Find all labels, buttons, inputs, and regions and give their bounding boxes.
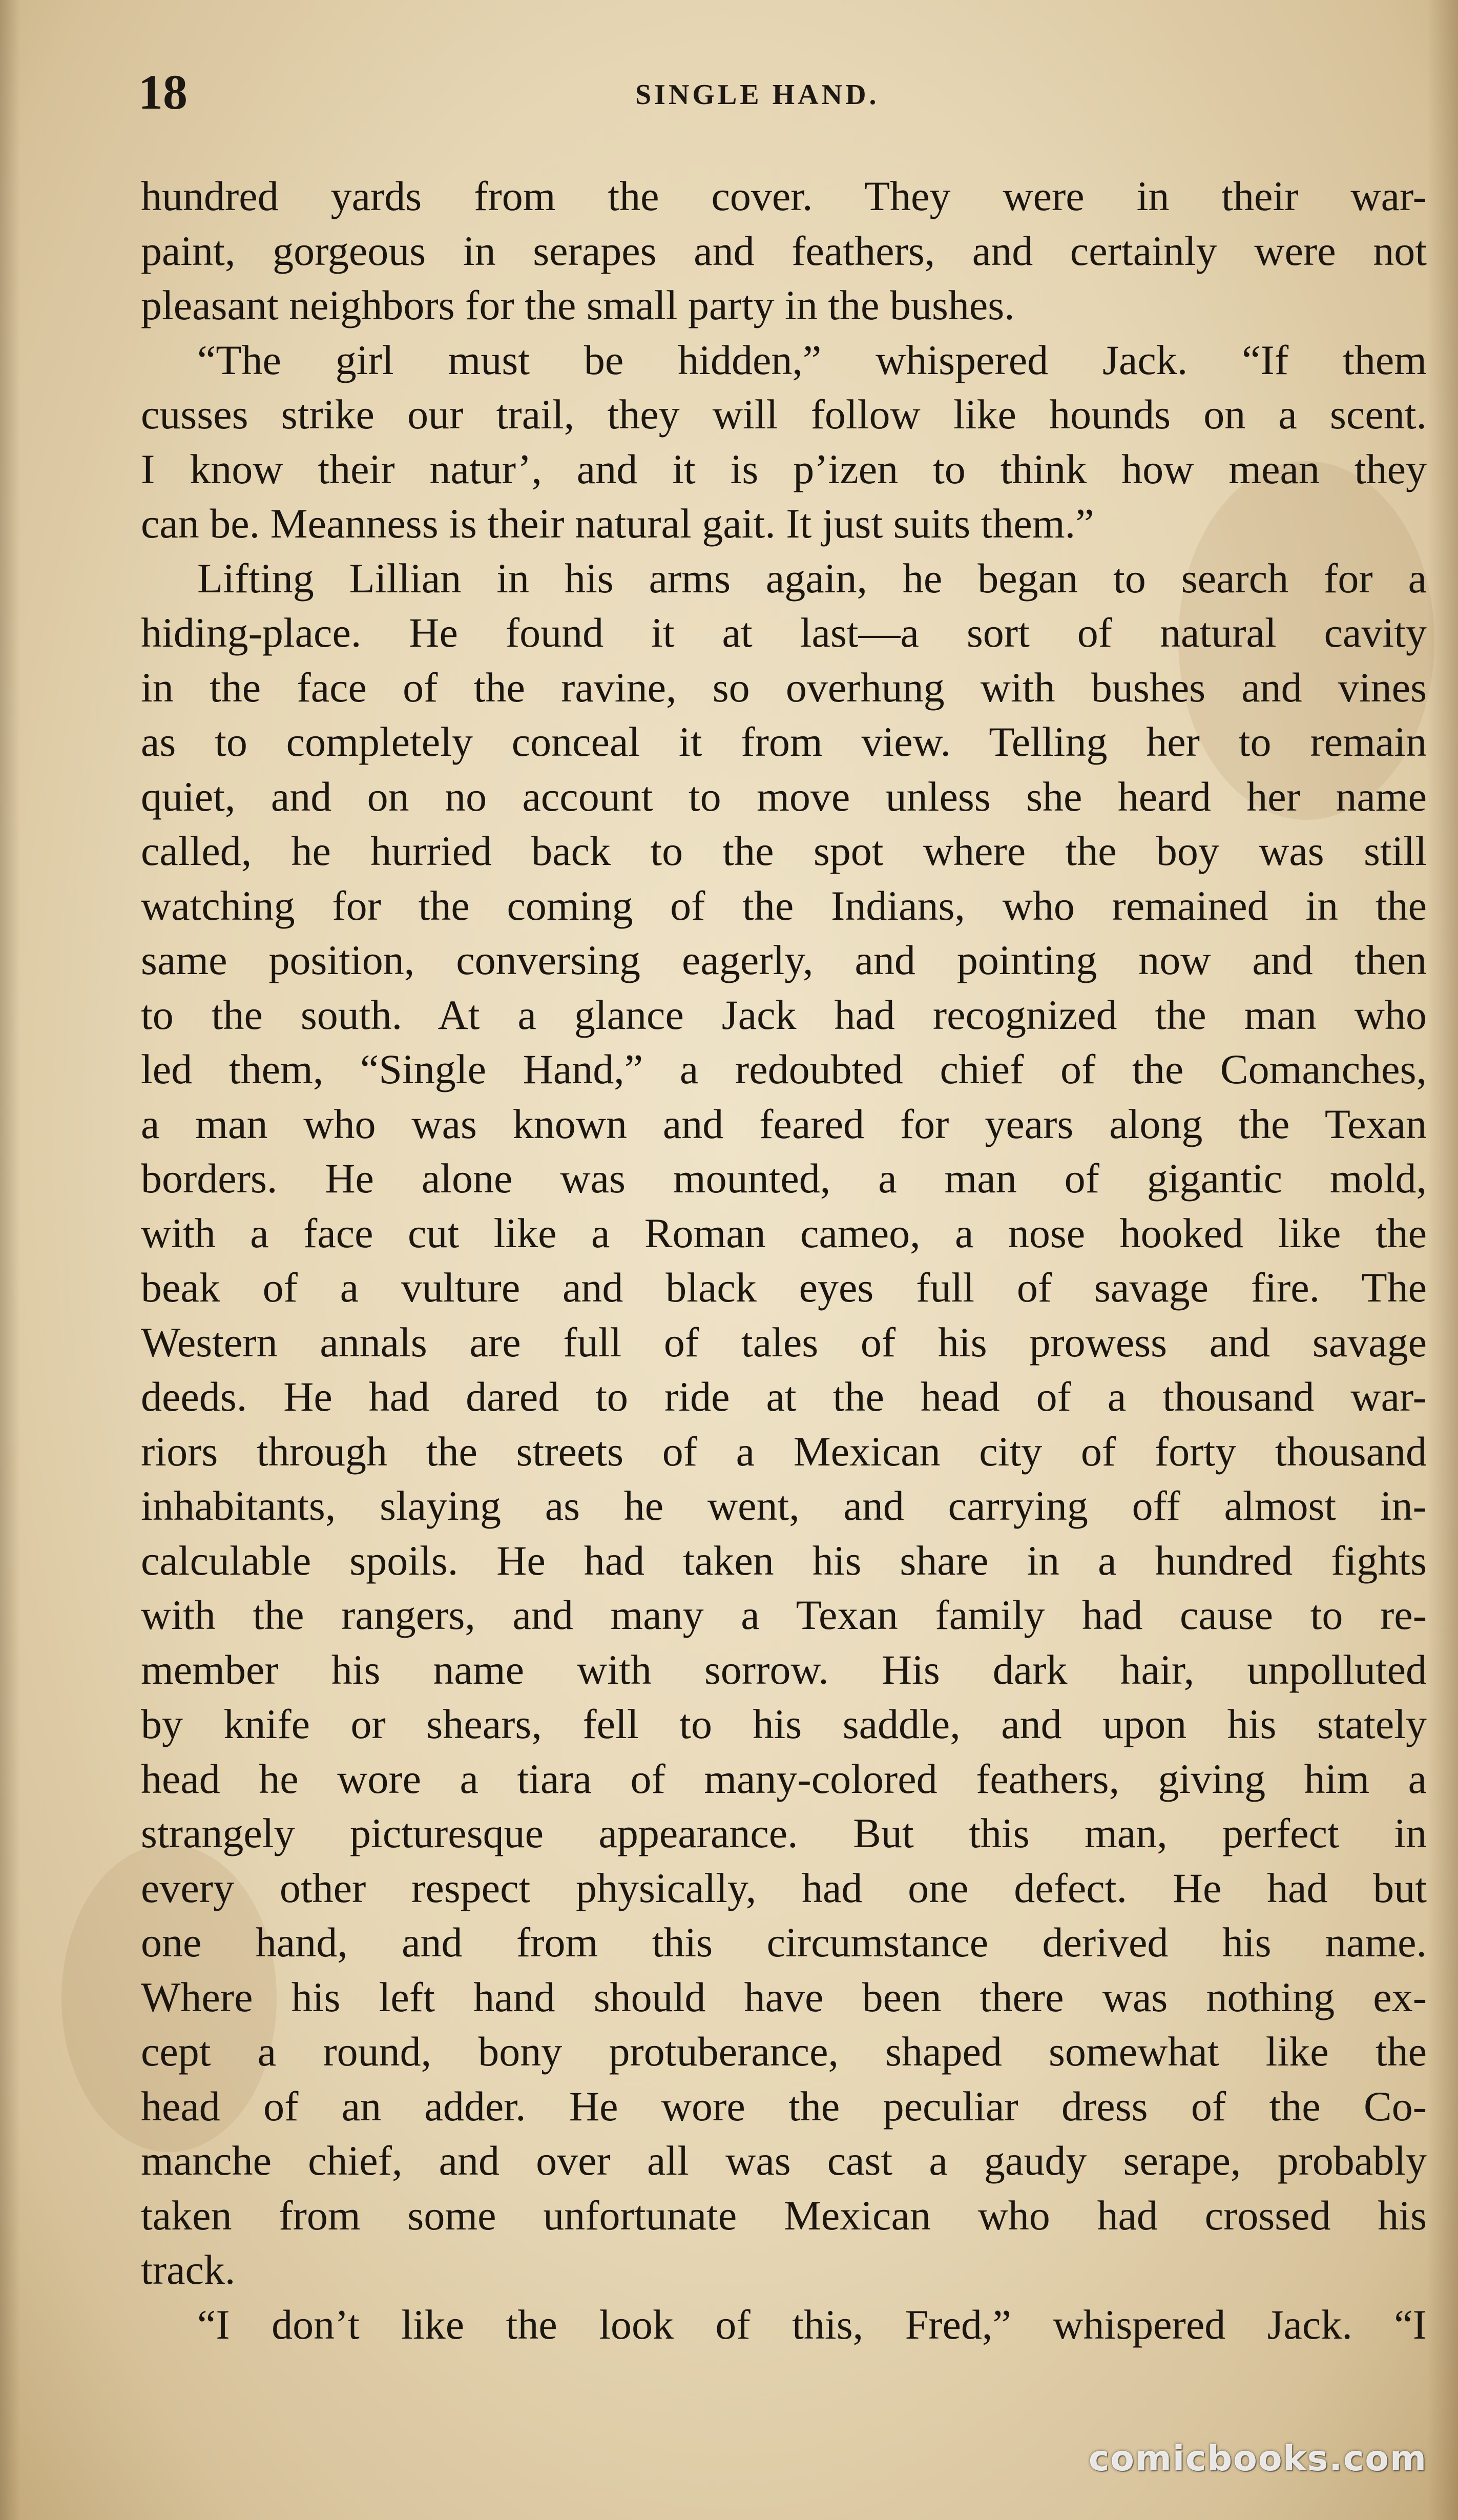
text-line: “I don’t like the look of this, Fred,” whispered Jack. “I <box>197 2301 1427 2348</box>
text-line: riors through the streets of a Mexican city of forty thousand <box>141 1428 1427 1475</box>
text-line: in the face of the ravine, so overhung with bushes and vines <box>141 664 1427 711</box>
page-number: 18 <box>138 65 188 119</box>
text-line: can be. Meanness is their natural gait. It just suits them.” <box>141 500 1094 547</box>
text-line: paint, gorgeous in serapes and feathers, and certainly were not <box>141 227 1427 274</box>
text-line: hiding-place. He found it at last—a sort of natural cavity <box>141 609 1427 656</box>
text-line: “The girl must be hidden,” whispered Jack. “If them <box>197 336 1427 383</box>
text-line: pleasant neighbors for the small party in the bushes. <box>141 282 1015 328</box>
text-line: manche chief, and over all was cast a gaudy serape, probably <box>141 2137 1427 2184</box>
text-line: watching for the coming of the Indians, who remained in the <box>141 882 1427 929</box>
text-line: quiet, and on no account to move unless she heard her name <box>141 773 1427 820</box>
page-left-shadow <box>0 0 20 2520</box>
body-text <box>141 169 1427 2352</box>
text-line: deeds. He had dared to ride at the head of a thousand war- <box>141 1373 1427 1420</box>
text-line: strangely picturesque appearance. But this man, perfect in <box>141 1810 1427 1856</box>
text-line: I know their natur’, and it is p’izen to think how mean they <box>141 445 1427 492</box>
text-line: head of an adder. He wore the peculiar dress of the Co- <box>141 2082 1427 2130</box>
page-right-shadow <box>1427 0 1458 2520</box>
text-line: with the rangers, and many a Texan family had cause to re- <box>141 1592 1427 1638</box>
text-line: calculable spoils. He had taken his share in a hundred fights <box>141 1537 1427 1584</box>
watermark: comicbooks.com <box>1088 2439 1427 2479</box>
text-line: one hand, and from this circumstance derived his name. <box>141 1919 1427 1966</box>
running-head: SINGLE HAND. <box>635 79 880 111</box>
text-line: cept a round, bony protuberance, shaped somewhat like the <box>141 2028 1427 2075</box>
text-line: taken from some unfortunate Mexican who had crossed his <box>141 2192 1427 2239</box>
text-line: called, he hurried back to the spot where the boy was still <box>141 828 1427 874</box>
text-line: as to completely conceal it from view. Telling her to remain <box>141 718 1427 765</box>
text-line: track. <box>141 2246 236 2293</box>
text-line: led them, “Single Hand,” a redoubted chief of the Comanches, <box>141 1046 1427 1092</box>
text-line: inhabitants, slaying as he went, and carrying off almost in- <box>141 1482 1427 1529</box>
text-line: hundred yards from the cover. They were in their war- <box>141 173 1427 219</box>
text-line: borders. He alone was mounted, a man of gigantic mold, <box>141 1155 1427 1202</box>
text-line: member his name with sorrow. His dark hair, unpolluted <box>141 1646 1427 1693</box>
text-line: Lifting Lillian in his arms again, he began to search for a <box>197 554 1427 602</box>
page-header <box>138 59 1440 126</box>
text-line: same position, conversing eagerly, and pointing now and then <box>141 937 1427 983</box>
text-line: a man who was known and feared for years along the Texan <box>141 1100 1427 1147</box>
text-line: by knife or shears, fell to his saddle, and upon his stately <box>141 1701 1427 1747</box>
text-line: Where his left hand should have been there was nothing ex- <box>141 1973 1427 2020</box>
text-line: to the south. At a glance Jack had recognized the man who <box>141 991 1427 1038</box>
text-line: head he wore a tiara of many-colored feathers, giving him a <box>141 1755 1427 1802</box>
text-line: with a face cut like a Roman cameo, a nose hooked like the <box>141 1209 1427 1256</box>
text-line: Western annals are full of tales of his prowess and savage <box>141 1318 1427 1366</box>
text-line: every other respect physically, had one defect. He had but <box>141 1864 1427 1911</box>
text-line: cusses strike our trail, they will follow like hounds on a scent. <box>141 391 1427 438</box>
text-line: beak of a vulture and black eyes full of savage fire. The <box>141 1264 1427 1311</box>
